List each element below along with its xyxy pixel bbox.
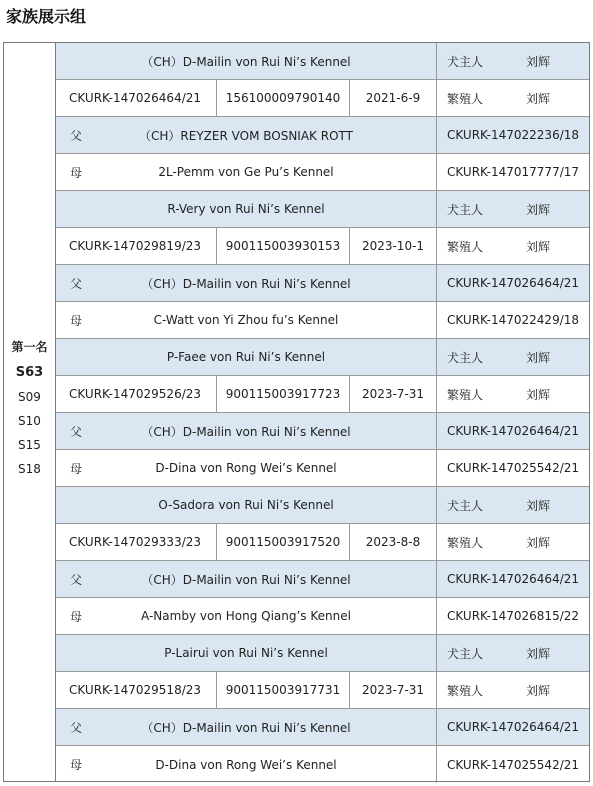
breeder-label: 繁殖人 [447,683,484,698]
sire-row [56,413,589,450]
dam-registration: CKURK-147026815/22 [447,609,580,623]
registration-number: CKURK-147029819/23 [56,228,217,264]
breeder-value: 刘辉 [526,535,551,550]
dam-name: D-Dina von Rong Wei’s Kennel [155,461,337,475]
sire-name: （CH）D-Mailin von Rui Ni’s Kennel [141,572,351,587]
dog-info-row [56,672,589,709]
sire-registration: CKURK-147022236/18 [447,128,580,142]
page-title: 家族展示组 [6,7,87,26]
dog-name: R-Very von Rui Ni’s Kennel [56,191,437,227]
sire-label: 父 [70,276,83,291]
family-table [3,42,590,782]
owner-cell [437,339,591,375]
owner-value: 刘辉 [526,202,551,217]
dog-name: （CH）D-Mailin von Rui Ni’s Kennel [56,43,437,79]
dam-name: D-Dina von Rong Wei’s Kennel [155,757,337,772]
dam-row [56,302,589,339]
chip-number: 900115003917723 [217,376,350,412]
sire-name: （CH）D-Mailin von Rui Ni’s Kennel [141,276,351,291]
owner-label: 犬主人 [447,350,484,365]
dam-name: A-Namby von Hong Qiang’s Kennel [141,609,351,623]
registration-number: CKURK-147029333/23 [56,524,217,560]
chip-number: 900115003917731 [217,672,350,708]
dog-name-row [56,191,589,228]
dam-registration: CKURK-147017777/17 [447,165,580,179]
dog-name: P-Lairui von Rui Ni’s Kennel [56,635,437,671]
birth-date: 2023-10-1 [350,228,437,264]
dog-info-row [56,524,589,561]
rank-label: 第一名 [11,340,48,354]
dam-registration: CKURK-147025542/21 [447,461,580,475]
sire-row [56,709,589,746]
sire-label: 父 [70,572,83,587]
registration-number: CKURK-147029518/23 [56,672,217,708]
sire-cell [56,265,437,301]
birth-date: 2023-7-31 [350,672,437,708]
sire-name: （CH）REYZER VOM BOSNIAK ROTT [139,128,353,143]
dog-info-row [56,80,589,117]
rank-column [4,43,56,781]
sire-registration: CKURK-147026464/21 [447,572,580,586]
breeder-cell [437,376,591,412]
rank-main-id: S63 [15,365,44,380]
registration-number: CKURK-147026464/21 [56,80,217,116]
sire-name: （CH）D-Mailin von Rui Ni’s Kennel [141,424,351,439]
dam-cell [56,302,437,338]
dam-registration: CKURK-147022429/18 [447,313,580,327]
dog-name-row [56,43,589,80]
dam-label: 母 [70,758,83,772]
owner-value: 刘辉 [526,646,551,661]
dog-name-row [56,487,589,524]
sire-label: 父 [70,128,83,143]
breeder-label: 繁殖人 [447,239,484,254]
breeder-value: 刘辉 [526,683,551,698]
sire-cell [56,709,437,745]
birth-date: 2023-8-8 [350,524,437,560]
birth-date: 2023-7-31 [350,376,437,412]
dog-info-row [56,376,589,413]
dam-row [56,154,589,191]
sire-name: （CH）D-Mailin von Rui Ni’s Kennel [141,720,351,735]
dam-registration: CKURK-147025542/21 [447,757,580,772]
breeder-label: 繁殖人 [447,387,484,402]
owner-cell [437,487,591,523]
breeder-label: 繁殖人 [447,91,484,106]
dam-row [56,746,589,783]
sire-cell [56,561,437,597]
dam-row [56,450,589,487]
dam-cell [56,450,437,486]
breeder-cell [437,672,591,708]
rank-sub-id: S15 [18,438,41,452]
owner-label: 犬主人 [447,646,484,661]
chip-number: 900115003930153 [217,228,350,264]
owner-value: 刘辉 [526,350,551,365]
chip-number: 900115003917520 [217,524,350,560]
sire-cell [56,117,437,153]
breeder-cell [437,228,591,264]
dam-cell [56,746,437,783]
dam-label: 母 [70,165,83,180]
dam-label: 母 [70,461,83,476]
owner-label: 犬主人 [447,54,484,69]
sire-row [56,561,589,598]
rank-sub-id: S18 [18,462,41,476]
dam-label: 母 [70,609,83,624]
owner-value: 刘辉 [526,498,551,513]
sire-row [56,117,589,154]
dog-name: P-Faee von Rui Ni’s Kennel [56,339,437,375]
sire-label: 父 [70,424,83,439]
breeder-cell [437,524,591,560]
dog-info-row [56,228,589,265]
dam-cell [56,598,437,634]
dam-name: 2L-Pemm von Ge Pu’s Kennel [158,165,334,179]
rank-sub-id: S10 [18,414,41,428]
chip-number: 156100009790140 [217,80,350,116]
owner-cell [437,43,591,79]
breeder-cell [437,80,591,116]
sire-row [56,265,589,302]
sire-registration: CKURK-147026464/21 [447,424,580,438]
breeder-value: 刘辉 [526,239,551,254]
dog-name-row [56,635,589,672]
sire-label: 父 [70,720,83,735]
owner-value: 刘辉 [526,54,551,69]
owner-cell [437,635,591,671]
dam-row [56,598,589,635]
owner-label: 犬主人 [447,202,484,217]
breeder-label: 繁殖人 [447,535,484,550]
sire-registration: CKURK-147026464/21 [447,720,580,734]
dog-name-row [56,339,589,376]
dam-label: 母 [70,313,83,328]
sire-registration: CKURK-147026464/21 [447,276,580,290]
sire-cell [56,413,437,449]
owner-cell [437,191,591,227]
owner-label: 犬主人 [447,498,484,513]
breeder-value: 刘辉 [526,387,551,402]
birth-date: 2021-6-9 [350,80,437,116]
dam-cell [56,154,437,190]
dam-name: C-Watt von Yi Zhou fu’s Kennel [153,313,339,327]
rank-sub-id: S09 [18,390,41,404]
breeder-value: 刘辉 [526,91,551,106]
registration-number: CKURK-147029526/23 [56,376,217,412]
dog-name: O-Sadora von Rui Ni’s Kennel [56,487,437,523]
dog-rows [56,43,589,781]
